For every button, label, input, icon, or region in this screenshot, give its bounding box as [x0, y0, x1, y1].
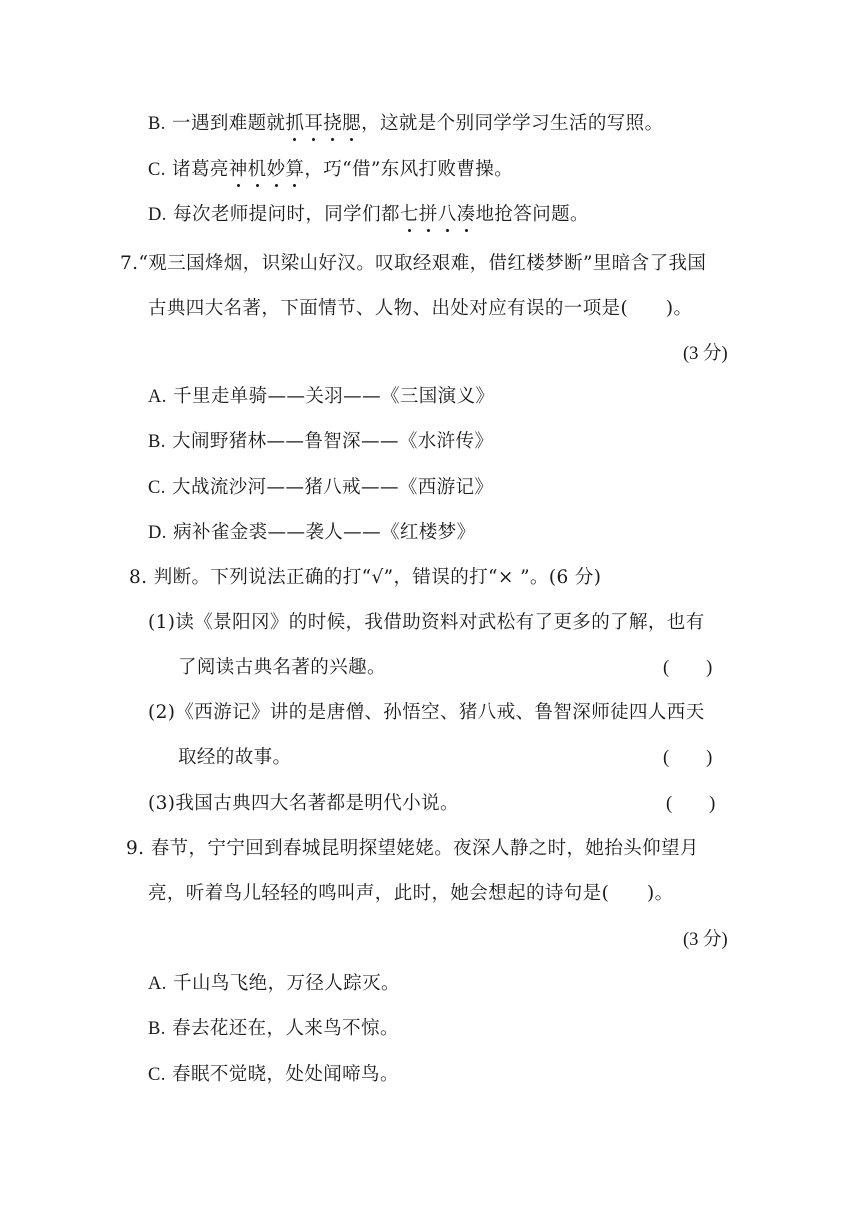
q8-stem: 8. 判断。下列说法正确的打“√”，错误的打“× ”。(6 分): [129, 567, 602, 588]
q8-item2-line2: 取经的故事。: [178, 747, 292, 768]
q8-item1-line2: 了阅读古典名著的兴趣。: [178, 657, 386, 678]
q8-item1-line1: (1)读《景阳冈》的时候，我借助资料对武松有了更多的了解，也有: [148, 612, 705, 633]
q6-option-c: C. 诸葛亮神机妙算，巧“借”东风打败曹操。: [148, 159, 514, 180]
q8-item2-answer-blank[interactable]: ( ): [663, 748, 713, 768]
q7-option-a: A. 千里走单骑——关羽——《三国演义》: [148, 386, 495, 407]
q9-option-b: B. 春去花还在，人来鸟不惊。: [148, 1018, 399, 1039]
q9-stem-line1: 9. 春节，宁宁回到春城昆明探望姥姥。夜深人静之时，她抬头仰望月: [126, 838, 699, 859]
q6-option-b: B. 一遇到难题就抓耳挠腮，这就是个别同学学习生活的写照。: [148, 113, 664, 134]
q7-stem-line2: 古典四大名著，下面情节、人物、出处对应有误的一项是( )。: [148, 298, 693, 319]
q7-option-d: D. 病补雀金裘——袭人——《红楼梦》: [148, 522, 476, 543]
q8-item3: (3)我国古典四大名著都是明代小说。: [148, 793, 459, 814]
q7-score: (3 分): [683, 344, 728, 364]
q8-item3-answer-blank[interactable]: ( ): [666, 794, 716, 814]
q7-option-c: C. 大战流沙河——猪八戒——《西游记》: [148, 477, 494, 498]
q9-option-c: C. 春眠不觉晓，处处闻啼鸟。: [148, 1064, 399, 1085]
q9-option-a: A. 千山鸟飞绝，万径人踪灭。: [148, 973, 400, 994]
q7-option-b: B. 大闹野猪林——鲁智深——《水浒传》: [148, 431, 494, 452]
q9-score: (3 分): [683, 930, 728, 950]
q6-option-d: D. 每次老师提问时，同学们都七拼八凑地抢答问题。: [148, 204, 589, 225]
q7-stem-line1: 7.“观三国烽烟，识梁山好汉。叹取经艰难，借红楼梦断”里暗含了我国: [120, 253, 707, 274]
q9-stem-line2: 亮，听着鸟儿轻轻的鸣叫声，此时，她会想起的诗句是( )。: [148, 883, 674, 904]
q8-item1-answer-blank[interactable]: ( ): [663, 658, 713, 678]
q8-item2-line1: (2)《西游记》讲的是唐僧、孙悟空、猪八戒、鲁智深师徒四人西天: [148, 702, 705, 723]
